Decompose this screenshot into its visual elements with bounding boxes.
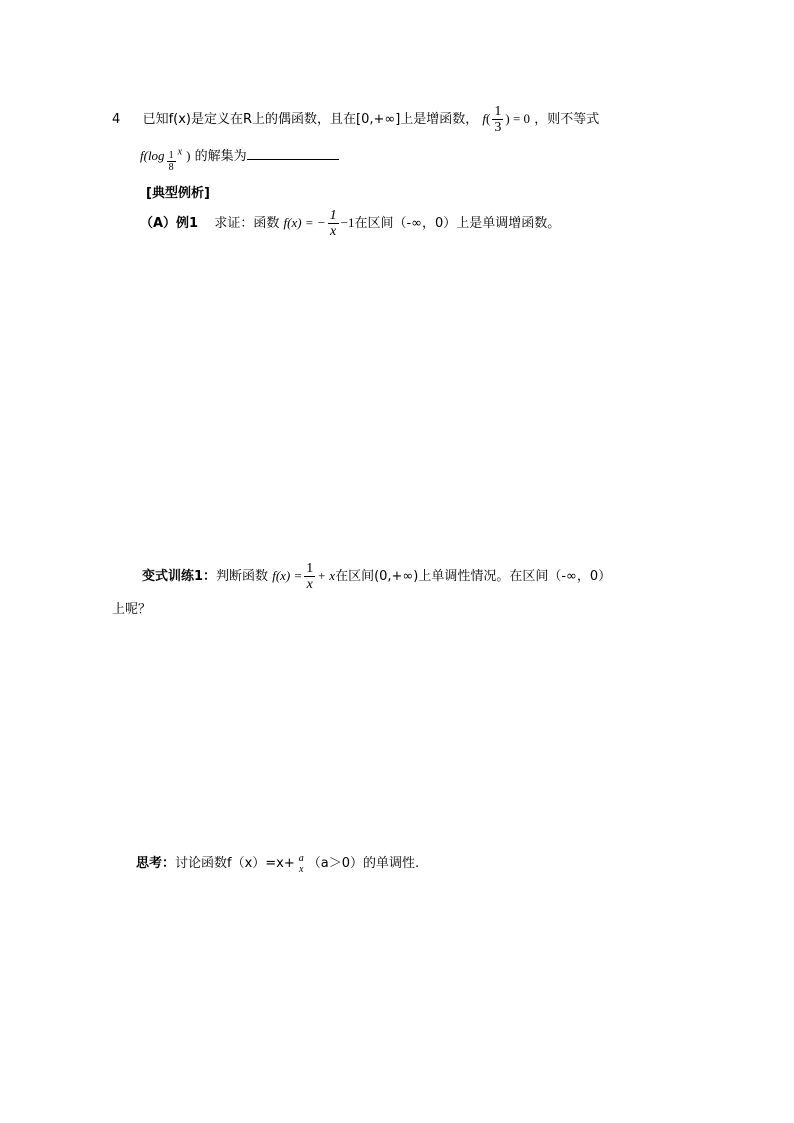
q4-answer-blank[interactable] xyxy=(247,147,339,160)
q4-number: 4 xyxy=(112,112,121,127)
think-text-b: （a＞0）的单调性. xyxy=(307,856,420,871)
example1-line xyxy=(140,208,560,239)
q4-frac-num: 1 xyxy=(494,104,502,119)
think-tag: 思考： xyxy=(136,856,176,871)
q4-lp: ( xyxy=(486,111,491,126)
q4-log-post: ) xyxy=(186,148,191,163)
example1-text-a: 求证：函数 xyxy=(214,216,280,231)
variant1-tag: 变式训练1： xyxy=(142,569,217,584)
q4-line2 xyxy=(140,145,339,173)
variant1-expr-pre: f(x) = xyxy=(272,568,303,583)
q4-frac-den: 3 xyxy=(494,120,502,135)
q4-line1 xyxy=(112,104,599,135)
variant1-text-b: 在区间(0,+∞)上单调性情况。在区间（-∞，0） xyxy=(335,569,612,584)
think-fraction: a x xyxy=(298,852,304,875)
q4-fraction xyxy=(492,104,503,135)
variant1-text-a: 判断函数 xyxy=(216,569,269,584)
example1-expr-post: −1 xyxy=(340,215,355,230)
q4-text-a: 已知f(x)是定义在R上的偶函数，且在[0,+∞]上是增函数， xyxy=(142,112,479,127)
section-heading: [典型例析] xyxy=(146,186,210,201)
q4-f: f xyxy=(482,111,487,126)
q4-log-arg: x xyxy=(177,146,183,158)
variant1-line2: 上呢？ xyxy=(112,602,152,617)
think-line xyxy=(136,852,419,875)
example1-text-b: 在区间（-∞，0）上是单调增函数。 xyxy=(354,216,561,231)
think-text-a: 讨论函数f（x）=x+ xyxy=(175,856,295,871)
example1-fraction: $\frac{1}{x}$ xyxy=(329,208,337,239)
q4-log-base: $\frac{1}{8}$ xyxy=(168,150,174,173)
q4-text-b: ，则不等式 xyxy=(534,112,600,127)
q4-rp: ) = 0 xyxy=(505,111,531,126)
q4-log-pre: f(log xyxy=(140,148,165,163)
example1-expr-pre: f(x) = − xyxy=(283,215,326,230)
variant1-expr-post: + x xyxy=(317,568,336,583)
variant1-line1 xyxy=(142,561,611,592)
variant1-fraction: $\frac{1}{x}$ xyxy=(306,561,314,592)
q4-line2-text: 的解集为 xyxy=(194,149,247,164)
example1-tag: （A）例1 xyxy=(140,216,199,231)
